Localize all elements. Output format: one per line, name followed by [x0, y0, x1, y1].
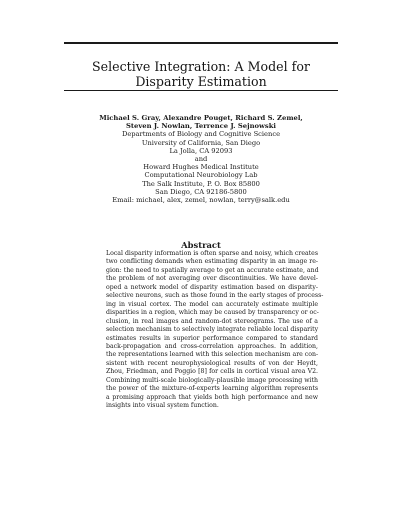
title-line: Disparity Estimation — [135, 74, 267, 90]
abstract-line: ing in visual cortex. The model can accurately estimate multiple — [106, 300, 318, 308]
affiliation-line: Howard Hughes Medical Institute — [143, 163, 259, 172]
abstract-line: the representations learned with this selection mechanism are con- — [106, 351, 319, 359]
email-line: Email: michael, alex, zemel, nowlan, terry@salk.edu — [112, 196, 290, 205]
abstract-body — [106, 250, 324, 411]
abstract-line: sistent with recent neurophysiological results of von der Heydt, — [106, 359, 318, 367]
affiliation-line: La Jolla, CA 92093 — [169, 146, 233, 155]
abstract-heading: Abstract — [181, 239, 221, 250]
abstract-line: Combining multi-scale biologically-plausible image processing with — [106, 376, 318, 384]
title-rule-bottom — [64, 90, 338, 91]
abstract-line: oped a network model of disparity estimation based on disparity- — [106, 283, 318, 291]
abstract-line: the problem of not averaging over discontinuities. We have devel- — [106, 275, 318, 283]
abstract-line: back-propagation and cross-correlation approaches. In addition, — [106, 342, 318, 350]
affiliation-line: San Diego, CA 92186-5800 — [155, 187, 247, 196]
affiliation-line: Computational Neurobiology Lab — [144, 171, 258, 180]
affiliation-line: University of California, San Diego — [141, 138, 261, 147]
abstract-line: insights into visual system function. — [106, 402, 219, 410]
title-rule-top — [64, 42, 338, 44]
affiliation-line: and — [194, 155, 208, 164]
abstract-line: Local disparity information is often sparse and noisy, which creates — [106, 250, 318, 257]
author-names: Steven J. Nowlan, Terrence J. Sejnowski — [125, 122, 277, 131]
author-block — [64, 114, 338, 204]
abstract-line: disparities in a region, which may be caused by transparency or oc- — [106, 309, 319, 317]
abstract-line: the power of the mixture-of-experts learning algorithm represents — [106, 385, 318, 393]
affiliation-line: The Salk Institute, P. O. Box 85800 — [142, 179, 260, 188]
abstract-line: estimates results in superior performance compared to standard — [106, 334, 318, 342]
abstract-line: gion: the need to spatially average to get an accurate estimate, and — [106, 266, 319, 274]
affiliation-line: Departments of Biology and Cognitive Science — [121, 130, 281, 139]
paper-title — [64, 59, 338, 89]
abstract-line: selective neurons, such as those found in the early stages of process- — [106, 292, 324, 300]
abstract-line: clusion, in real images and random-dot stereograms. The use of a — [106, 317, 318, 325]
abstract-line: two conflicting demands when estimating disparity in an image re- — [106, 258, 318, 266]
author-names: Michael S. Gray, Alexandre Pouget, Richard S. Zemel, — [99, 114, 303, 122]
title-line: Selective Integration: A Model for — [92, 59, 310, 75]
abstract-line: selection mechanism to selectively integrate reliable local disparity — [106, 326, 319, 334]
abstract-line: Zhou, Friedman, and Poggio [8] for cells in cortical visual area V2. — [106, 368, 318, 376]
abstract-line: a promising approach that yields both high performance and new — [106, 393, 318, 401]
